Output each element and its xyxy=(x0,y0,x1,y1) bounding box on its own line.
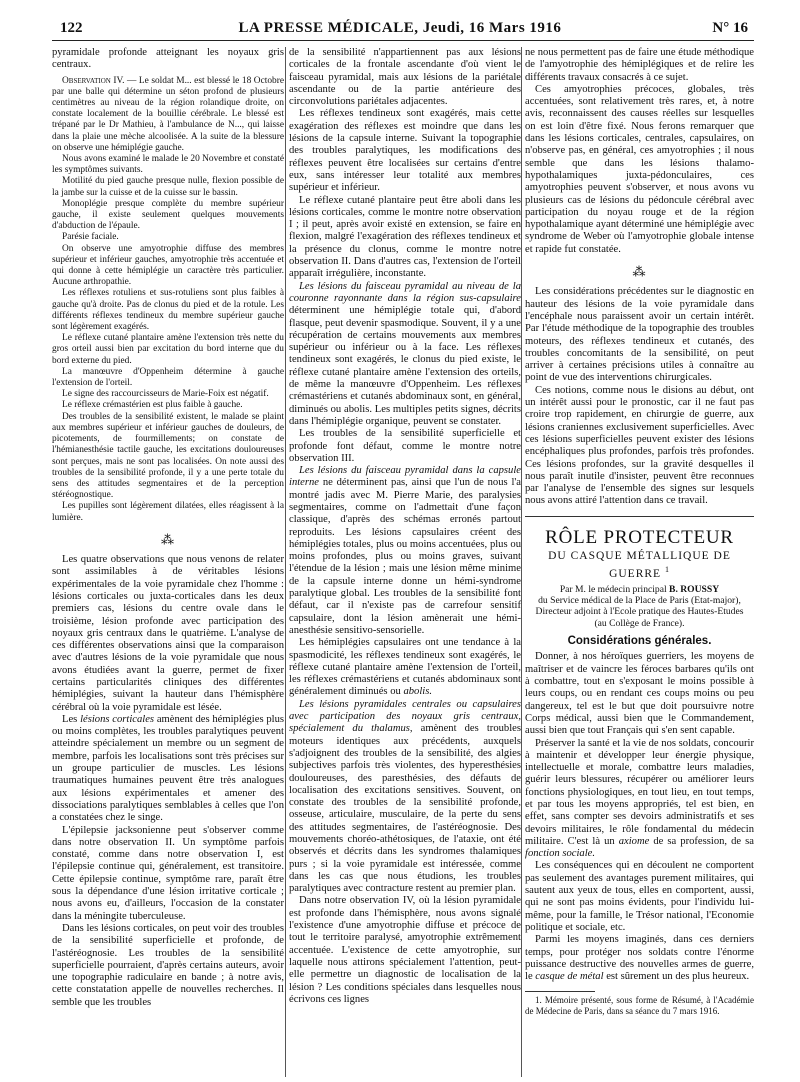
emphasis: Les lésions du faisceau pyramidal dans la capsule interne xyxy=(289,465,521,489)
text-run: de sa profession, de sa xyxy=(649,835,754,847)
paragraph: L'épilepsie jacksonienne peut s'observer comme dans notre observation II. Un symptôme parfois constaté, comme dans notre observation I, est l'épilepsie continue qui, généralement, est transitoire. Cette épilepsie continue, symptôme rare, paraît être sous la dépendance d'une lésion irritative corticale ; nous avons eu, d'ailleurs, l'occasion de la constater dans la méningite tuberculeuse. xyxy=(52,824,284,922)
page-number: 122 xyxy=(60,20,83,36)
paragraph: Ces notions, comme nous le disions au début, ont un intérêt aussi pour le pronostic, car il ne faut pas croire trop rapidement, en chirurgie de guerre, aux lésions craniennes exclusivement superficielles. Avec ces lésions superficielles peuvent exister des lésions encéphaliques plus profondes, parfois très profondes. Ces lésions profondes, sur la gravité desquelles il nous paraît inutile d'insister, peuvent être reconnues par l'analyse de l'ensemble des signes sur lesquels nous avons attiré l'attention dans ce travail. xyxy=(525,384,754,507)
paragraph: pyramidale profonde atteignant les noyaux gris centraux. xyxy=(52,47,284,71)
running-title xyxy=(0,20,800,37)
text-run: Les xyxy=(62,713,81,725)
paragraph: Les réflexes tendineux sont exagérés, mais cette exagération des réflexes est moindre que dans les lésions de la capsule interne. Suivant la topographie des troubles paralytiques, les modifications des réflexes peuvent être localisées sur certains d'entre eux, sans intéresser leur totalité aux membres supérieur et inférieur. xyxy=(289,108,521,194)
issue-date: Jeudi, 16 Mars 1916 xyxy=(422,20,562,36)
paragraph: Dans les lésions corticales, on peut voir des troubles de la sensibilité superficielle et profonde, de l'astéréognosie. Les troubles de la sensibilité superficielle pourraient, d'après certains auteurs, avoir une topographie radiculaire en bande ; à notre avis, cette constatation appelle de nouvelles recherches. Il semble que les troubles xyxy=(52,922,284,1008)
paragraph xyxy=(289,465,521,637)
text-run: Préserver la santé et la vie de nos soldats, concourir à maintenir et développer leur énergie physique, intellectuelle et morale, combattre leurs maladies, guérir leurs blessures, récupérer ou améliorer leurs fonctions physiologiques, en tout lieu, en tout temps, et par tous les moyens appropriés, tel est bien, en effet, sans compter ses devoirs administratifs et ses devoirs militaires, le rôle fondamental du médecin militaire. C'est là un xyxy=(525,737,754,847)
paragraph: de la sensibilité n'appartiennent pas aux lésions corticales de la frontale ascendante d'où vient le faisceau pyramidal, mais aux lésions de la pariétale ascendante ou de la partie antérieure des circonvolutions pariétales adjacentes. xyxy=(289,47,521,108)
paragraph xyxy=(289,699,521,896)
paragraph: Les quatre observations que nous venons de relater sont assimilables à de véritables lésions expérimentales de la voie pyramidale chez l'homme : lésions corticales ou juxta-corticales dans les deux premiers cas, lésions du centre ovale dans le troisième, lésion profonde avec participation des noyaux gris centraux dans le quatrième. L'analyse de ces différentes observations ainsi que la comparaison avec d'autres lésions de la voie pyramidale que nous avons étudiées avant la guerre, permet de fixer certains particularités cliniques des différentes hémiplégies, suivant la hauteur dans l'hémisphère cérébral où la voie pyramidale est lésée. xyxy=(52,554,284,713)
column-divider xyxy=(521,47,522,1077)
observation-label: Observation IV. xyxy=(62,75,125,86)
section-separator: ⁂ xyxy=(161,531,175,547)
journal-name: LA PRESSE MÉDICALE, xyxy=(238,20,419,36)
section-heading: Considérations générales. xyxy=(567,635,712,648)
emphasis: fonction sociale. xyxy=(525,848,596,860)
byline-line: du Service médical de la Place de Paris (Etat-major), xyxy=(538,594,741,606)
section-separator: ⁂ xyxy=(632,264,647,280)
byline-line: (au Collège de France). xyxy=(594,617,685,629)
issue-number: N° 16 xyxy=(712,20,748,36)
paragraph: Les troubles de la sensibilité superficielle et profonde font défaut, comme le montre notre observation III. xyxy=(289,428,521,464)
emphasis: lésions corticales xyxy=(80,713,155,725)
text-run: déterminent une hémiplégie totale qui, d'abord flasque, peut devenir spasmodique. Souvent, il y a une récupération de certains mouvements aux membres supérieur ou inférieur ou à la face. Les réflexes tendineux sont exagérés, le clonus du pied existe, le réflexe cutané plantaire amène l'extension des orteils, de même la manœuvre d'Oppenheim. Les réflexes crémastériens et cutanés abdominaux sont, en général, diminués ou abolis. Les multiples petits signes, décrits dans l'hémiplégie organique, peuvent se constater. xyxy=(289,305,521,427)
text-run: Parmi les moyens imaginés, dans ces derniers temps, pour protéger nos soldats contre l'énorme puissance destructive des nouvelles armes de guerre, le xyxy=(525,934,754,983)
paragraph: Le réflexe cutané plantaire peut être aboli dans les lésions corticales, comme le montre notre observation I ; il peut, après avoir existé en extension, se faire en flexion, malgré l'exagération des réflexes tendineux et la présence du clonus, comme le montre notre observation II. Dans d'autres cas, l'extension de l'orteil apparaît irrégulière, inconstante. xyxy=(289,194,521,280)
footnote: 1. Mémoire présenté, sous forme de Résumé, à l'Académie de Médecine de Paris, dans sa séance du 7 mars 1916. xyxy=(525,995,754,1017)
text-run: amènent des troubles moteurs identiques aux précédents, auxquels s'adjoignent des troubles de la sensibilité, des algies subjectives parfois très violentes, des hyperesthésies douloureuses, des paresthésies, des défauts de localisation des excitations sensitives. Souvent, on constate des troubles de la sensibilité profonde, osseuse, articulaire, musculaire, de la perte du sens des attitudes segmentaires, de l'astéréognosie. Des mouvements choréo-athétosiques, de l'ataxie, ont été observés et décrits dans les syndromes thalamiques purs ; si la voie pyramidale est intéressée, comme dans les cas que nous étudions, les troubles paralytiques avec contracture restent au premier plan. xyxy=(289,723,521,895)
paragraph: ne nous permettent pas de faire une étude méthodique de l'amyotrophie des hémiplégiques et de relire les différents travaux consacrés à ce sujet. xyxy=(525,47,754,83)
text-run: ne déterminent pas, ainsi que l'un de nous l'a montré jadis avec M. Pierre Marie, des paralysies segmentaires, comme on l'admettait d'une façon classique, d'après des schémas erronés partout reproduits. Les lésions capsulaires créent des hémiplégies totales, plus ou moins accentuées, plus ou moins profondes, plus ou moins graves, suivant l'étendue de la lésion ; mais une lésion même minime de la capsule interne donne un hémi-syndrome paralytique global. Les troubles de la sensibilité font défaut, car il n'existe pas de carrefour sensitif capsulaire, dont la lésion amènerait une hémi-anesthésie sensitivo-sensorielle. xyxy=(289,477,521,636)
header-rule xyxy=(52,40,754,41)
article-title: RÔLE PROTECTEUR xyxy=(545,526,734,548)
footnote-rule xyxy=(525,991,595,992)
paragraph: Le signe des raccourcisseurs de Marie-Foix est négatif. xyxy=(62,389,269,400)
text-run: Les hémiplégies capsulaires ont une tendance à la spasmodicité, les réflexes tendineux sont exagérés, le réflexe cutané plantaire amène l'extension de l'orteil, les réflexes crémastériens et cutanés abdominaux sont généralement diminués ou xyxy=(289,637,521,698)
paragraph: Des troubles de la sensibilité existent, le malade se plaint aux membres supérieur et inférieur gauches de douleurs, de picotements, de fourmillements; on constate de l'hémianesthésie tactile gauche, les excitations douloureuses sont perçues, mais ne sont pas localisées. On note aussi des troubles de la sensibilité profonde, il y a une perte totale du sens des attitudes segmentaires et de la perception stéréognostique. xyxy=(52,411,284,501)
paragraph xyxy=(525,934,754,983)
paragraph: On observe une amyotrophie diffuse des membres supérieur et inférieur gauches, amyotrophie très accentuée et qui donne à cette hémiplégie un caractère très particulier. Aucune arthropathie. xyxy=(52,243,284,288)
paragraph: La manœuvre d'Oppenheim détermine à gauche l'extension de l'orteil. xyxy=(52,366,284,389)
paragraph: Motilité du pied gauche presque nulle, flexion possible de la jambe sur la cuisse et de la cuisse sur le bassin. xyxy=(52,176,284,198)
author-name: B. ROUSSY xyxy=(669,583,720,595)
paragraph xyxy=(289,281,521,429)
byline-line: Directeur adjoint à l'Ecole pratique des Hautes-Etudes xyxy=(535,606,744,618)
paragraph: Le réflexe cutané plantaire amène l'extension très nette du gros orteil aussi bien par excitation du bord interne que du bord externe du pied. xyxy=(52,333,284,366)
emphasis: Les lésions pyramidales centrales ou capsulaires avec participation des noyaux gris centraux, spécialement du thalamus, xyxy=(289,698,521,735)
column-3 xyxy=(525,47,754,1075)
paragraph xyxy=(289,637,521,698)
byline-line xyxy=(525,584,754,595)
observation-paragraph xyxy=(52,76,284,154)
paragraph: Donner, à nos héroïques guerriers, les moyens de maîtriser et de vaincre les féroces barbares qu'ils ont à combattre, tout en s'exposant le moins possible à leurs coups, ou en rendant ces coups moins ou peu dangereux, tel est le but que doit poursuivre notre Corps médical, aussi bien que le Commandement, aussi bien que tout Français qui s'en sent capable. xyxy=(525,651,754,737)
text-run: est sûrement un des plus heureux. xyxy=(603,971,750,983)
byline-text: Par M. le médecin principal xyxy=(559,583,670,595)
emphasis: Les lésions du faisceau pyramidal au niveau de la couronne rayonnante dans la région sus-capsulaire xyxy=(289,280,521,304)
text-run: amènent des hémiplégies plus ou moins complètes, les troubles paralytiques peuvent atteindre spécialement un membre ou un segment de membre, parfois les localisations sont très précises sur un groupe particulier de muscles. Les lésions traumatiques humaines peuvent être très analogues aux lésions expérimentales et amener des dissociations paralytiques semblables à celles que l'on a constatées chez le singe. xyxy=(52,713,284,824)
emphasis: casque de métal xyxy=(535,971,604,983)
paragraph: Nous avons examiné le malade le 20 Novembre et constaté les symptômes suivants. xyxy=(52,154,284,176)
paragraph: Dans notre observation IV, où la lésion pyramidale est profonde dans l'hémisphère, nous avons signalé l'existence d'une amyotrophie diffuse et précoce de tout le territoire paralysé, amyotrophie extrêmement accentuée. L'existence de cette amyotrophie, sur laquelle nous attirons spécialement l'attention, peut-elle permettre un diagnostic de localisation de la lésion ? Les conditions spéciales dans lesquelles nous écrivons ces lignes xyxy=(289,895,521,1005)
author-byline xyxy=(525,584,754,630)
paragraph: Monoplégie presque complète du membre supérieur gauche, il existe seulement quelques mouvements d'abduction de l'épaule. xyxy=(52,198,284,232)
column-divider xyxy=(285,47,286,1077)
column-1 xyxy=(52,47,284,1075)
emphasis: axiome xyxy=(618,835,650,847)
paragraph: Les réflexes rotuliens et sus-rotuliens sont plus faibles à gauche qu'à droite. Pas de clonus du pied et de la rotule. Les différents réflexes tendineux du membre supérieur gauche sont légèrement exagérés. xyxy=(52,288,284,333)
column-2 xyxy=(289,47,521,1075)
paragraph: Parésie faciale. xyxy=(62,232,119,243)
paragraph: Les considérations précédentes sur le diagnostic en hauteur des lésions de la voie pyramidale dans l'encéphale nous paraissent avoir un certain intérêt. Par l'étude méthodique de la topographie des troubles moteurs, des réflexes tendineux et cutanés, des troubles concomitants de la sensibilité, on peut arriver à certaines précisions utiles à connaître au point de vue des interventions chirurgicales. xyxy=(525,286,754,384)
emphasis: abolis. xyxy=(403,686,432,698)
page-header xyxy=(0,0,800,40)
article-divider xyxy=(525,516,754,517)
article-subtitle xyxy=(525,549,754,581)
footnote-mark: 1 xyxy=(664,564,670,574)
paragraph xyxy=(525,738,754,861)
observation-text: — Le soldat M... est blessé le 18 Octobre par une balle qui détermine un séton profond de plusieurs centimètres au niveau de la région rolandique droite, on constate localement de la bouillie cérébrale. Le blessé est trépané par le Dr Mathieu, à l'ambulance de N..., qui laisse dans la plaie une mèche alcoolisée. A la suite de la blessure on observe une hémiplégie gauche. xyxy=(52,75,284,153)
paragraph: Les conséquences qui en découlent ne comportent pas seulement des avantages purement militaires, qui sautent aux yeux de tous, elles en comportent, aussi, qui ne sont pas moins évidents, pour l'individu lui-même, pour la famille, le Trésor national, l'Economie politique et sociale, etc. xyxy=(525,860,754,933)
subtitle-text: DU CASQUE MÉTALLIQUE DE GUERRE xyxy=(548,549,731,580)
paragraph: Les pupilles sont légèrement dilatées, elles réagissent à la lumière. xyxy=(52,501,284,523)
paragraph: Ces amyotrophies précoces, globales, très accentuées, sont relativement très rares, et, à notre avis, reconnaissent des causes réelles sur lesquelles on est loin d'être fixé. Nous ferons remarquer que dans les lésions corticales, centrales, capsulaires, on n'observe pas, en général, ces amyotrophies ; il nous semble que dans les lésions thalamo-hypothalamiques juxta-pédonculaires, ces amyotrophies peuvent s'observer, et nous avons vu plusieurs cas de lésions du pédoncule cérébral avec participation du noyau rouge et de la région hypothalamique ayant déterminé une hémiplégie avec syndrome de Weber où l'amyotrophie globale intense et rapide fut constatée. xyxy=(525,83,754,255)
paragraph: Le réflexe crémastérien est plus faible à gauche. xyxy=(62,400,243,411)
paragraph xyxy=(52,714,284,825)
case-report xyxy=(52,76,284,524)
